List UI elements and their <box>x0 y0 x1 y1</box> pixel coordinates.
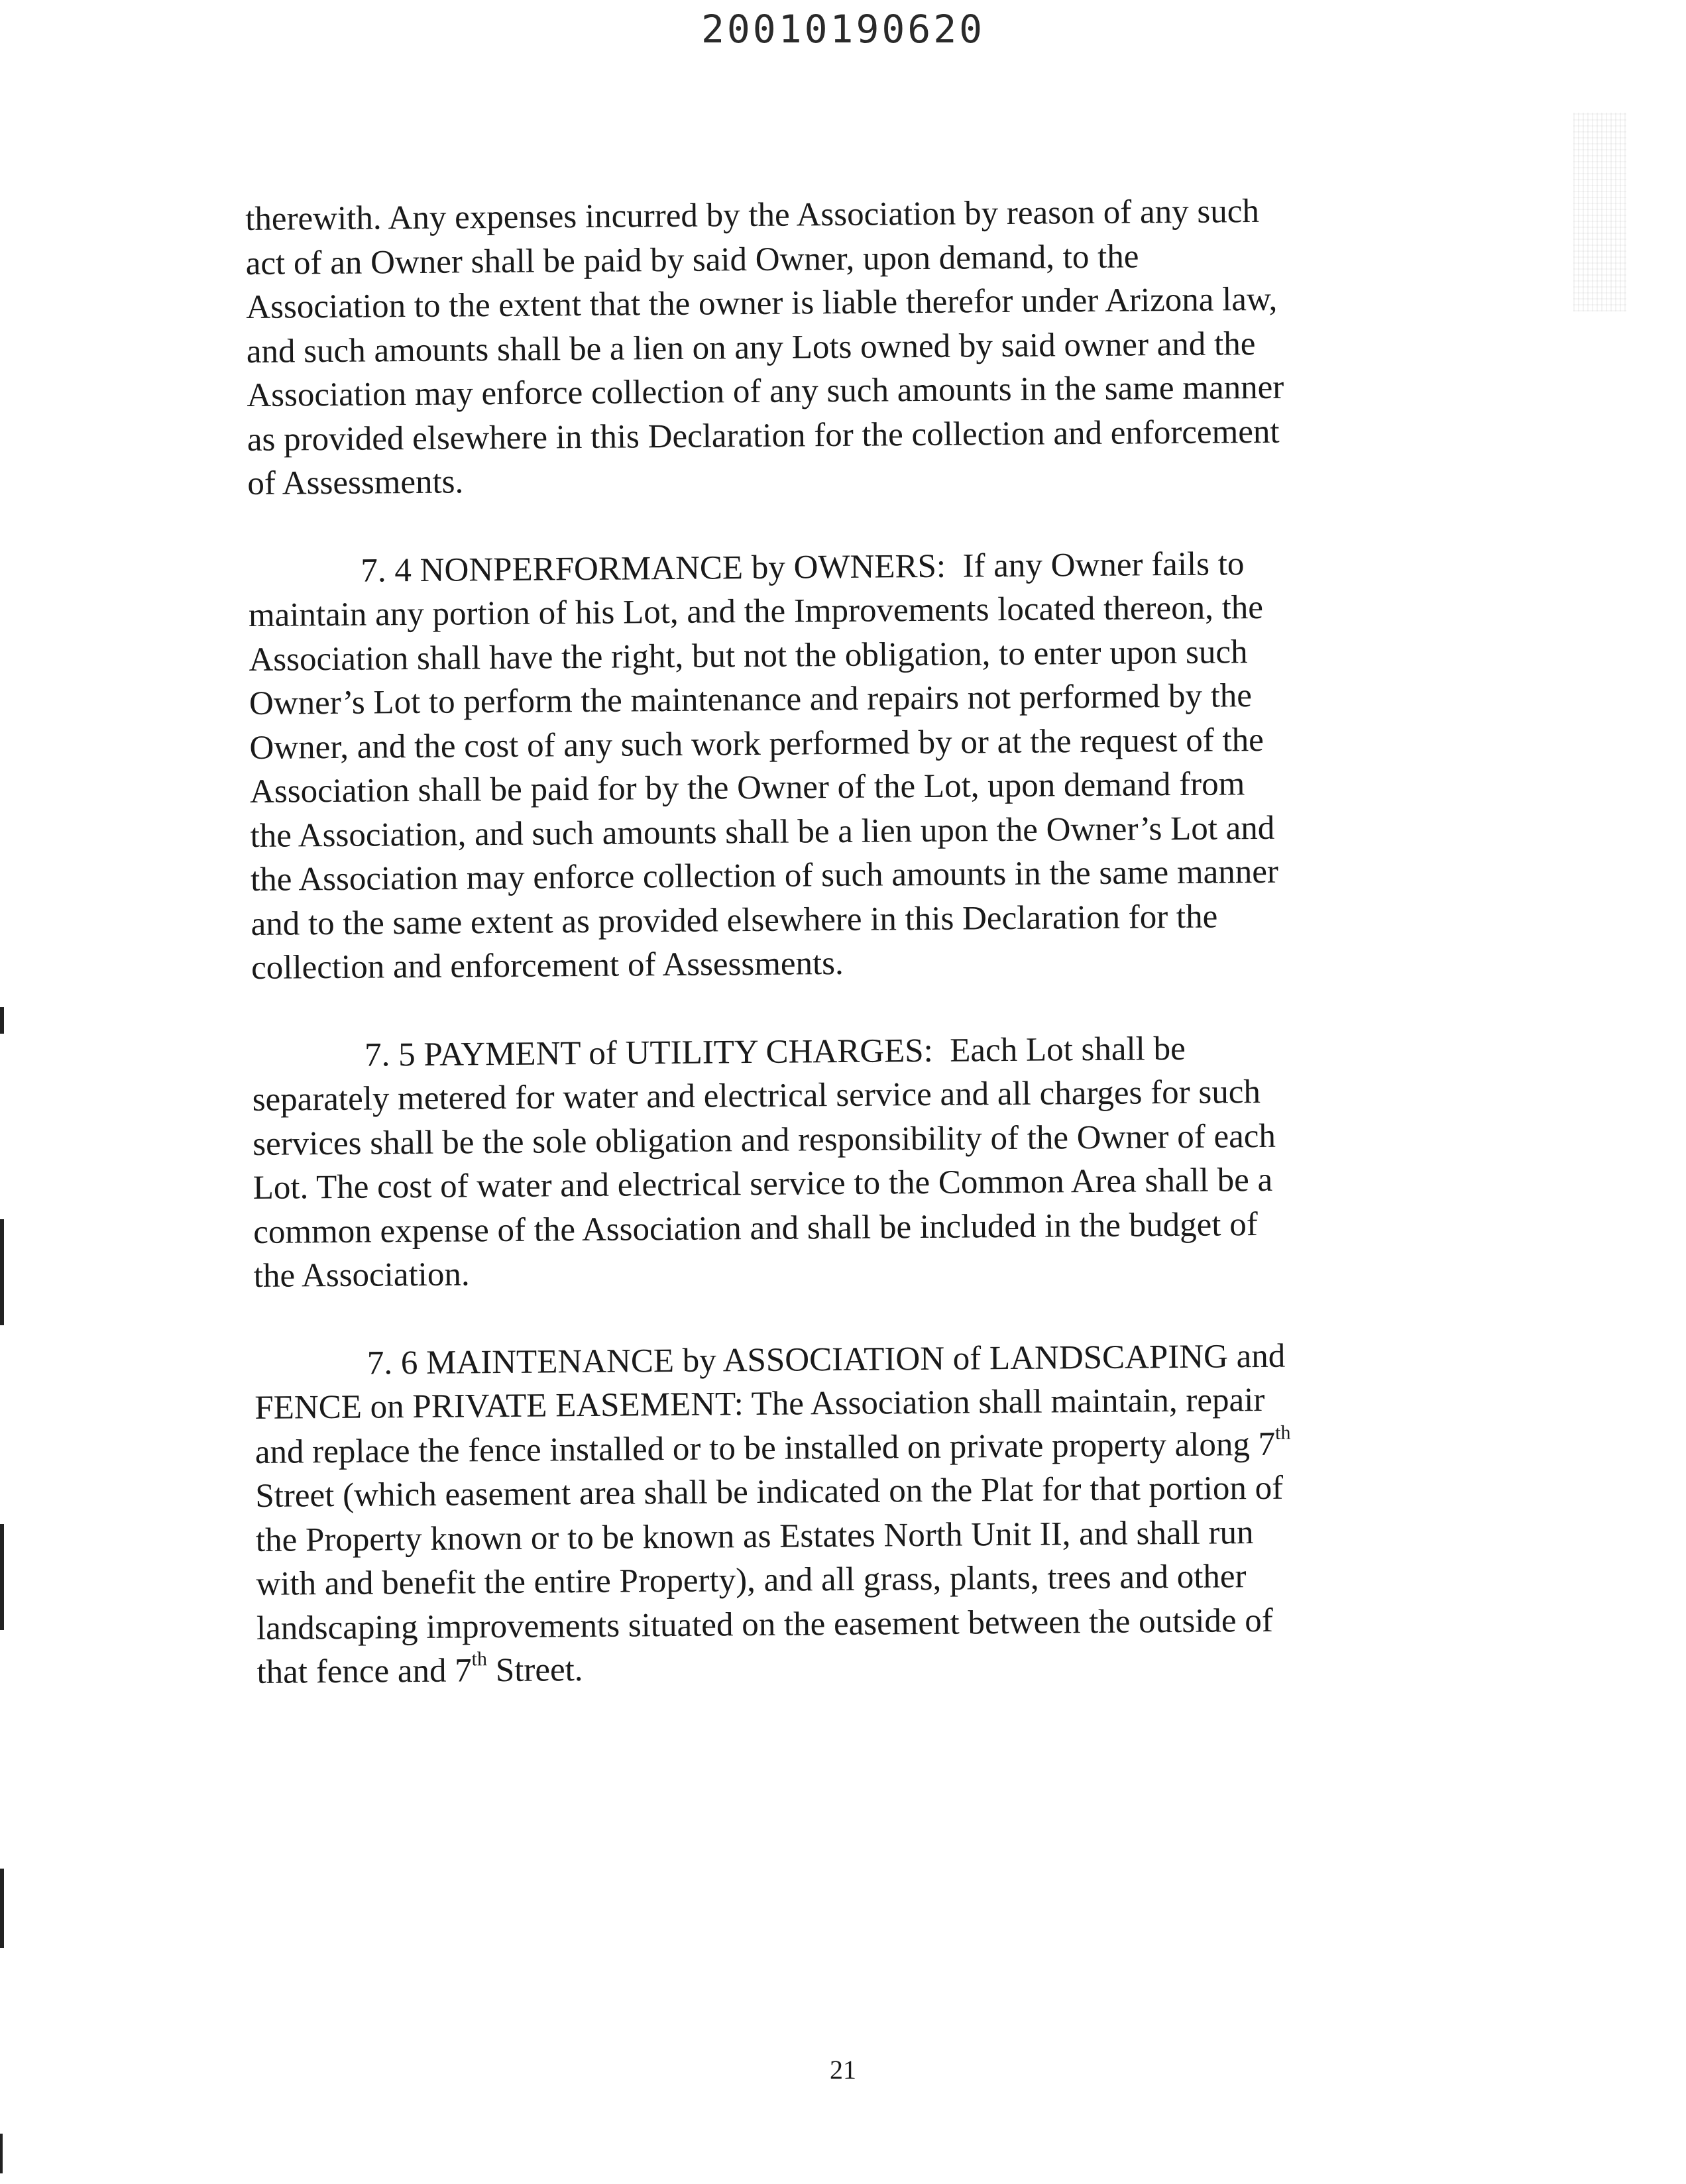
text-line: with and benefit the entire Property), and all grass, plants, trees and other <box>256 1558 1247 1603</box>
scan-edge-mark <box>0 1524 4 1630</box>
text-line: Association shall have the right, but not the obligation, to enter upon such <box>249 633 1248 679</box>
text-line: the Association, and such amounts shall be a lien upon the Owner’s Lot and <box>250 809 1275 855</box>
ordinal-superscript: th <box>1274 1421 1291 1444</box>
text-line: landscaping improvements situated on the easement between the outside of <box>256 1602 1273 1647</box>
scan-edge-mark <box>0 1007 4 1034</box>
document-number: 20010190620 <box>701 7 985 52</box>
section-7-5 <box>252 1024 1440 1298</box>
text-line: Lot. The cost of water and electrical service to the Common Area shall be a <box>253 1161 1273 1207</box>
text-line: Street (which easement area shall be indicated on the Plat for that portion of <box>255 1469 1284 1515</box>
text-line: collection and enforcement of Assessments. <box>251 944 844 987</box>
page-number: 21 <box>830 2055 856 2085</box>
scan-edge-mark <box>0 1869 4 1948</box>
text-line: and such amounts shall be a lien on any Lots owned by said owner and the <box>246 325 1256 370</box>
ordinal-superscript: th <box>471 1648 488 1670</box>
text-line: the Property known or to be known as Estates North Unit II, and shall run <box>255 1513 1254 1559</box>
section-heading: 7. 4 NONPERFORMANCE by OWNERS: <box>361 547 946 590</box>
text-line: FENCE on PRIVATE EASEMENT: The Association shall maintain, repair <box>254 1381 1265 1427</box>
section-heading: 7. 6 MAINTENANCE by ASSOCIATION of LANDSCAPING and <box>366 1337 1286 1382</box>
text-line: Owner, and the cost of any such work performed by or at the request of the <box>249 721 1264 767</box>
text-line: If any Owner fails to <box>962 545 1245 585</box>
paragraph-continuation <box>245 188 1434 506</box>
text-line: common expense of the Association and shall be included in the budget of <box>253 1205 1258 1251</box>
text-line: Owner’s Lot to perform the maintenance and repairs not performed by the <box>249 677 1253 722</box>
text-line: Association may enforce collection of any such amounts in the same manner <box>247 368 1284 414</box>
text-line: Each Lot shall be <box>950 1030 1186 1069</box>
section-7-6 <box>254 1333 1443 1694</box>
section-7-4 <box>248 540 1437 990</box>
text-line: and to the same extent as provided elsewhere in this Declaration for the <box>251 898 1218 943</box>
text-line: as provided elsewhere in this Declaration for the collection and enforcement <box>247 413 1280 459</box>
scan-edge-mark <box>0 2134 3 2173</box>
text-line: therewith. Any expenses incurred by the Association by reason of any such <box>245 192 1260 238</box>
text-line: separately metered for water and electrical service and all charges for such <box>252 1073 1261 1119</box>
text-line: Association to the extent that the owner is liable therefor under Arizona law, <box>246 280 1278 326</box>
text-line: act of an Owner shall be paid by said Owner, upon demand, to the <box>245 237 1139 282</box>
text-fragment: and replace the fence installed or to be installed on private property along 7 <box>254 1425 1276 1471</box>
text-fragment: Street. <box>486 1651 583 1690</box>
text-line: of Assessments. <box>247 463 464 502</box>
text-line: maintain any portion of his Lot, and the Improvements located thereon, the <box>248 588 1264 634</box>
text-line: Association shall be paid for by the Owner of the Lot, upon demand from <box>249 765 1245 810</box>
text-line-with-superscript <box>256 1641 1443 1695</box>
section-heading: 7. 5 PAYMENT of UTILITY CHARGES: <box>364 1032 933 1074</box>
text-line: the Association may enforce collection of such amounts in the same manner <box>250 853 1279 899</box>
scan-edge-mark <box>0 1219 4 1325</box>
text-line: the Association. <box>253 1256 470 1295</box>
text-fragment: that fence and 7 <box>256 1652 472 1691</box>
text-line: services shall be the sole obligation and responsibility of the Owner of each <box>252 1117 1276 1163</box>
document-body <box>245 188 1443 1738</box>
scan-speckle <box>1573 113 1626 311</box>
